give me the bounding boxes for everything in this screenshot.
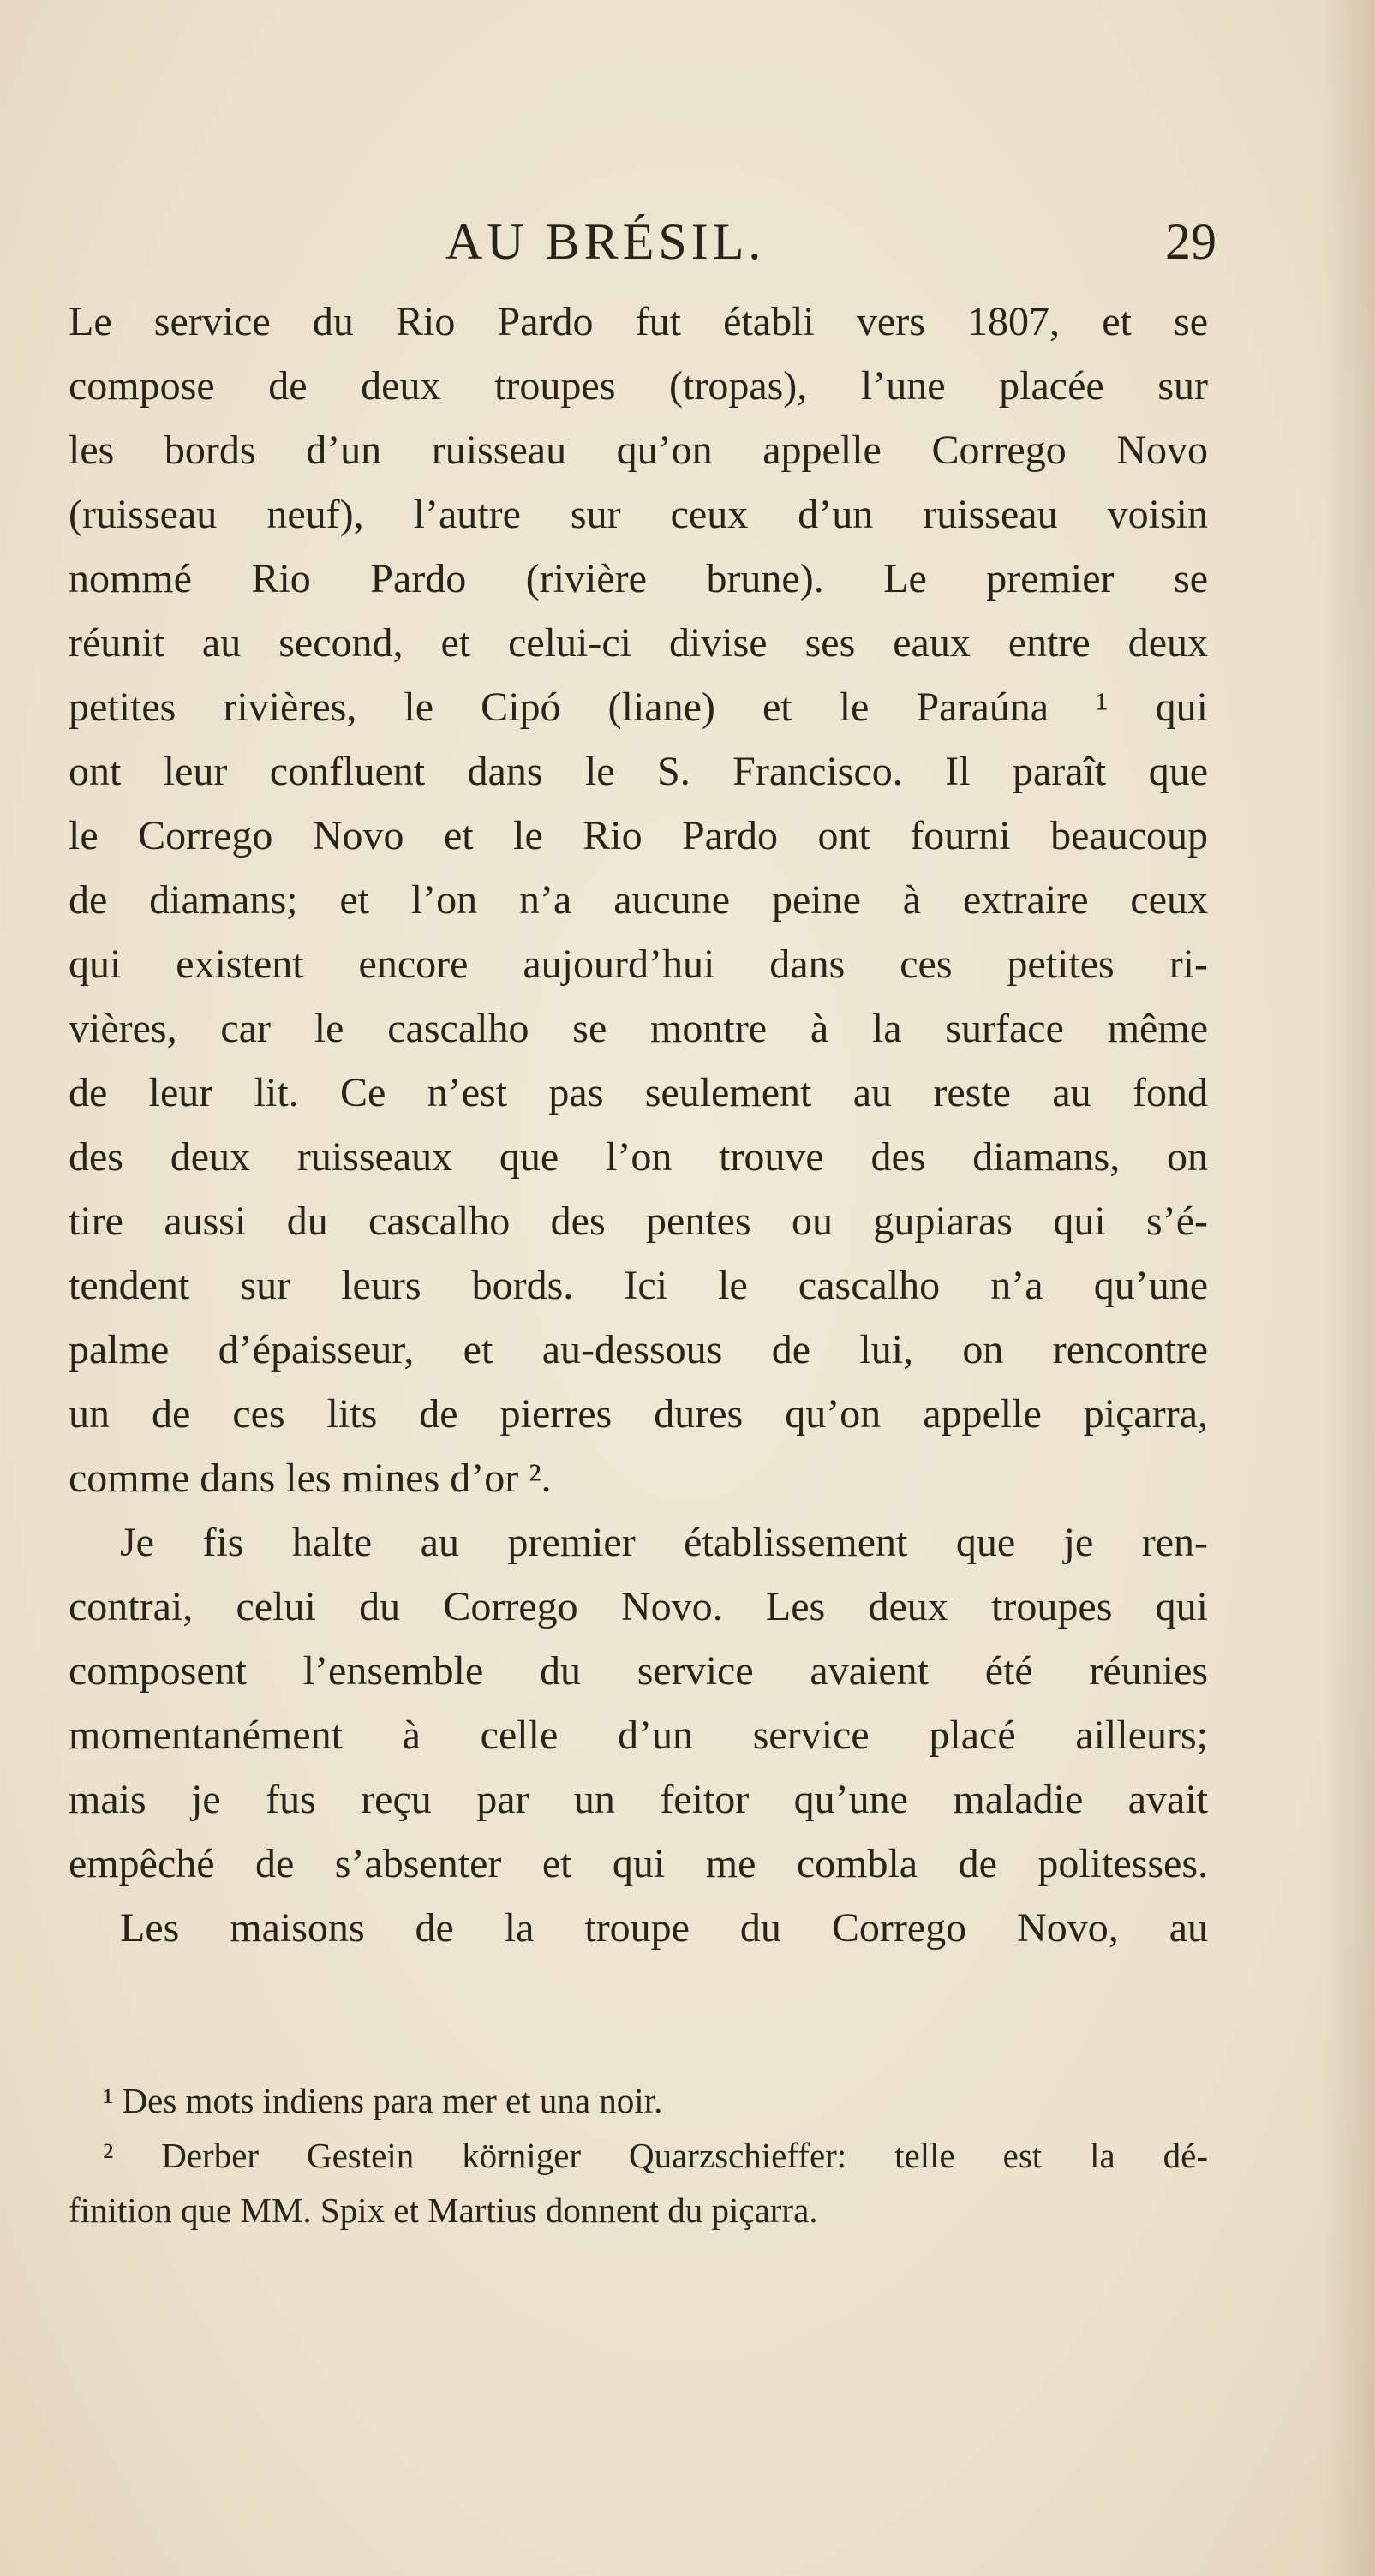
- page-gutter-shadow: [1324, 0, 1375, 2576]
- footnote-line: finition que MM. Spix et Martius donnent du piçarra.: [69, 2190, 818, 2230]
- footnote-line: ² Derber Gestein körniger Quarzschieffer: telle est la dé-: [103, 2136, 1208, 2175]
- text-line: de leur lit. Ce n’est pas seulement au reste au fond: [69, 1070, 1208, 1115]
- running-head: AU BRÉSIL.: [445, 213, 766, 270]
- text-line: nommé Rio Pardo (rivière brune). Le premier se: [69, 556, 1208, 601]
- text-line: des deux ruisseaux que l’on trouve des diamans, on: [69, 1134, 1208, 1180]
- text-line: contrai, celui du Corrego Novo. Les deux troupes qui: [69, 1584, 1208, 1629]
- text-line: empêché de s’absenter et qui me combla de politesses.: [69, 1841, 1208, 1886]
- text-line: un de ces lits de pierres dures qu’on appelle piçarra,: [69, 1391, 1208, 1437]
- text-line: mais je fus reçu par un feitor qu’une maladie avait: [69, 1777, 1208, 1822]
- text-line: palme d’épaisseur, et au-dessous de lui, on rencontre: [69, 1327, 1208, 1372]
- text-line: composent l’ensemble du service avaient été réunies: [69, 1648, 1208, 1694]
- text-line: les bords d’un ruisseau qu’on appelle Corrego Novo: [69, 427, 1208, 473]
- page-number: 29: [1165, 213, 1217, 270]
- text-line: petites rivières, le Cipó (liane) et le Paraúna ¹ qui: [69, 684, 1208, 730]
- text-line: Le service du Rio Pardo fut établi vers 1807, et se: [69, 299, 1208, 344]
- text-line: momentanément à celle d’un service placé ailleurs;: [69, 1712, 1208, 1758]
- text-line: tire aussi du cascalho des pentes ou gupiaras qui s’é-: [69, 1198, 1208, 1244]
- text-line: (ruisseau neuf), l’autre sur ceux d’un ruisseau voisin: [69, 492, 1208, 537]
- footnotes: [69, 2073, 1208, 2238]
- text-line: vières, car le cascalho se montre à la surface même: [69, 1006, 1208, 1051]
- text-line: de diamans; et l’on n’a aucune peine à extraire ceux: [69, 877, 1208, 923]
- footnote-line: ¹ Des mots indiens para mer et una noir.: [103, 2081, 663, 2120]
- text-line: compose de deux troupes (tropas), l’une placée sur: [69, 363, 1208, 409]
- body-text: [69, 290, 1208, 1960]
- text-line: comme dans les mines d’or ².: [69, 1455, 552, 1501]
- text-line: Les maisons de la troupe du Corrego Novo, au: [120, 1905, 1208, 1951]
- text-line: réunit au second, et celui-ci divise ses eaux entre deux: [69, 620, 1208, 666]
- text-line: qui existent encore aujourd’hui dans ces petites ri-: [69, 941, 1208, 987]
- text-line: Je fis halte au premier établissement que je ren-: [120, 1520, 1208, 1565]
- text-line: tendent sur leurs bords. Ici le cascalho n’a qu’une: [69, 1263, 1208, 1308]
- page-header: [445, 212, 1217, 290]
- text-line: le Corrego Novo et le Rio Pardo ont fourni beaucoup: [69, 813, 1208, 858]
- text-line: ont leur confluent dans le S. Francisco. Il paraît que: [69, 749, 1208, 794]
